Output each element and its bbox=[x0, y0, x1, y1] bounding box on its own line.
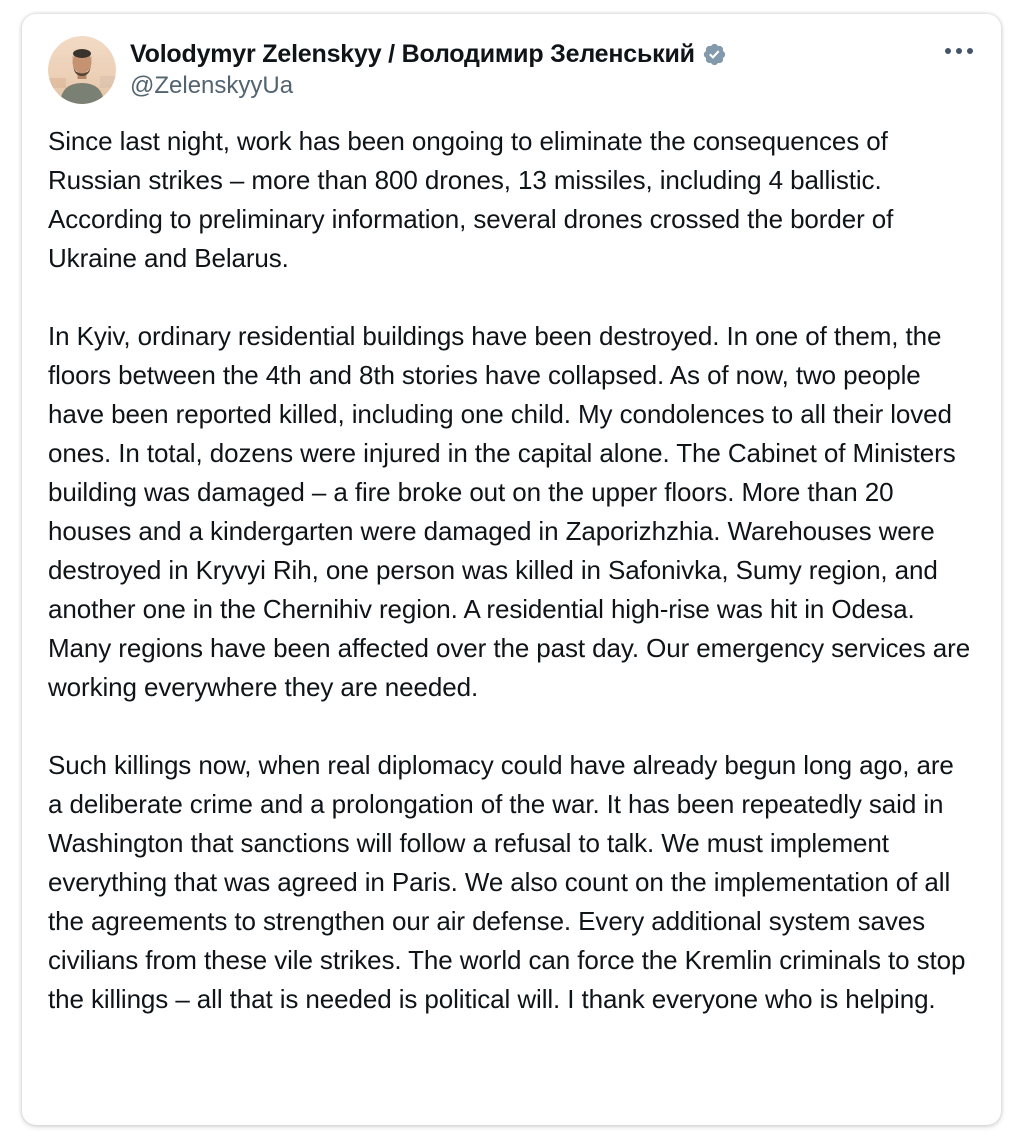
author-block bbox=[130, 36, 943, 102]
tweet-text bbox=[48, 122, 975, 1019]
avatar-image bbox=[48, 36, 116, 104]
tweet-paragraph-1: Since last night, work has been ongoing to eliminate the consequences of Russian strikes – more than 800 drones, 13 missiles, including 4 ballistic. According to preliminary information, several drones crossed the border of Ukraine and Belarus. bbox=[48, 126, 894, 273]
more-icon bbox=[967, 48, 973, 54]
tweet-header bbox=[48, 36, 975, 104]
more-icon bbox=[956, 48, 962, 54]
author-handle[interactable]: @ZelenskyyUa bbox=[130, 72, 294, 99]
more-icon bbox=[945, 48, 951, 54]
more-button[interactable] bbox=[943, 38, 975, 64]
author-name[interactable]: Volodymyr Zelenskyy / Володимир Зеленський bbox=[130, 40, 695, 68]
avatar[interactable] bbox=[48, 36, 116, 104]
tweet-card bbox=[22, 14, 1001, 1125]
tweet-paragraph-3: Such killings now, when real diplomacy could have already begun long ago, are a deliberate crime and a prolongation of the war. It has been repeatedly said in Washington that sanctions will follow a refusal to talk. We must implement everything that was agreed in Paris. We also count on the implementation of all the agreements to strengthen our air defense. Every additional system saves civilians from these vile strikes. The world can force the Kremlin criminals to stop the killings – all that is needed is political will. I thank everyone who is helping. bbox=[48, 750, 966, 1014]
author-name-row bbox=[130, 38, 943, 70]
tweet-paragraph-2: In Kyiv, ordinary residential buildings have been destroyed. In one of them, the floors between the 4th and 8th stories have collapsed. As of now, two people have been reported killed, including one child. My condolences to all their loved ones. In total, dozens were injured in the capital alone. The Cabinet of Ministers building was damaged – a fire broke out on the upper floors. More than 20 houses and a kindergarten were damaged in Zaporizhzhia. Warehouses were destroyed in Kryvyi Rih, one person was killed in Safonivka, Sumy region, and another one in the Chernihiv region. A residential high-rise was hit in Odesa. Many regions have been affected over the past day. Our emergency services are working everywhere they are needed. bbox=[48, 321, 971, 702]
verified-badge-icon bbox=[702, 42, 727, 67]
